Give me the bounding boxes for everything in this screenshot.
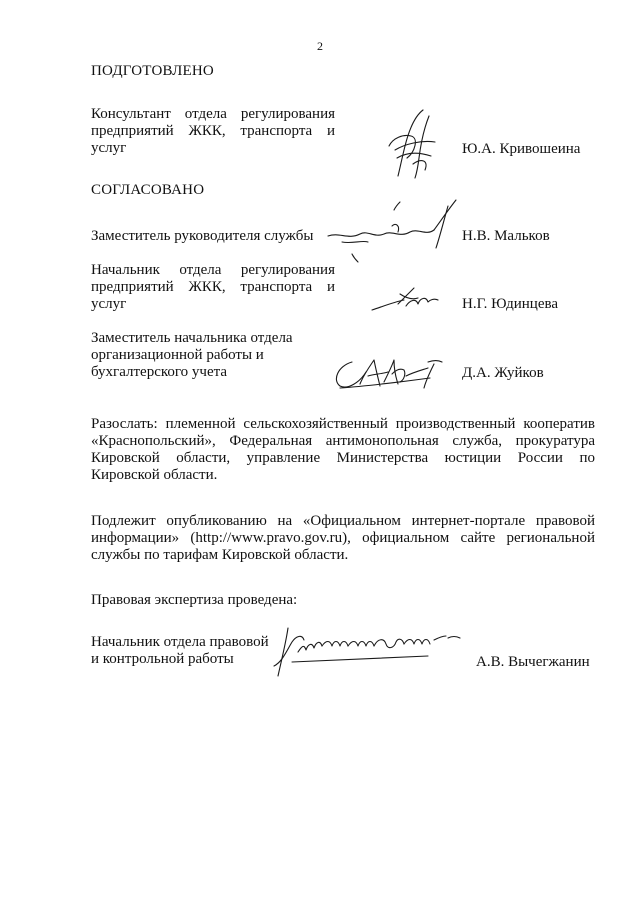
page-number: 2 [317, 39, 323, 53]
signer-name: Н.Г. Юдинцева [462, 296, 559, 312]
position-line: Заместитель руководителя службы [91, 228, 314, 244]
signer-position [91, 262, 335, 313]
publication-paragraph [91, 513, 595, 564]
signer-position [91, 330, 335, 381]
agreed-heading: СОГЛАСОВАНО [91, 182, 205, 198]
legal-review-position [91, 634, 291, 668]
position-line: Начальник отдела правовой [91, 634, 269, 650]
position-line: организационной работы и [91, 347, 264, 363]
position-line: и контрольной работы [91, 651, 234, 667]
signature-krivosheina [385, 106, 445, 181]
paragraph-line: службы по тарифам Кировской области. [91, 547, 349, 563]
paragraph-line: информации» (http://www.pravo.gov.ru), официальном сайте региональной [91, 530, 595, 546]
signer-name: Н.В. Мальков [462, 228, 550, 244]
position-line: Консультант отдела регулирования [91, 106, 335, 122]
paragraph-line: Разослать: племенной сельскохозяйственный производственный кооператив [91, 416, 595, 432]
signature-vychegzhanin [268, 622, 468, 680]
position-line: услуг [91, 140, 127, 156]
position-line: Заместитель начальника отдела [91, 330, 293, 346]
prepared-position [91, 106, 335, 157]
signer-position [91, 228, 321, 245]
paragraph-line: Кировской области, управление Министерства юстиции России по [91, 450, 595, 466]
paragraph-line: Подлежит опубликованию на «Официальном интернет-портале правовой [91, 513, 595, 529]
prepared-heading: ПОДГОТОВЛЕНО [91, 63, 214, 79]
position-line: предприятий ЖКК, транспорта и [91, 279, 335, 295]
legal-review-name: А.В. Вычегжанин [476, 654, 590, 670]
distribution-paragraph [91, 416, 595, 484]
signature-malkov [322, 196, 462, 266]
position-line: Начальник отдела регулирования [91, 262, 335, 278]
position-line: предприятий ЖКК, транспорта и [91, 123, 335, 139]
prepared-name: Ю.А. Кривошеина [462, 141, 581, 157]
position-line: услуг [91, 296, 127, 312]
signer-name: Д.А. Жуйков [462, 365, 544, 381]
signature-yudintseva [370, 284, 440, 316]
paragraph-line: «Краснопольский», Федеральная антимонопольная служба, прокуратура [91, 433, 595, 449]
legal-review-statement: Правовая экспертиза проведена: [91, 592, 298, 608]
paragraph-line: Кировской области. [91, 467, 218, 483]
position-line: бухгалтерского учета [91, 364, 228, 380]
signature-zhuykov [330, 352, 445, 394]
